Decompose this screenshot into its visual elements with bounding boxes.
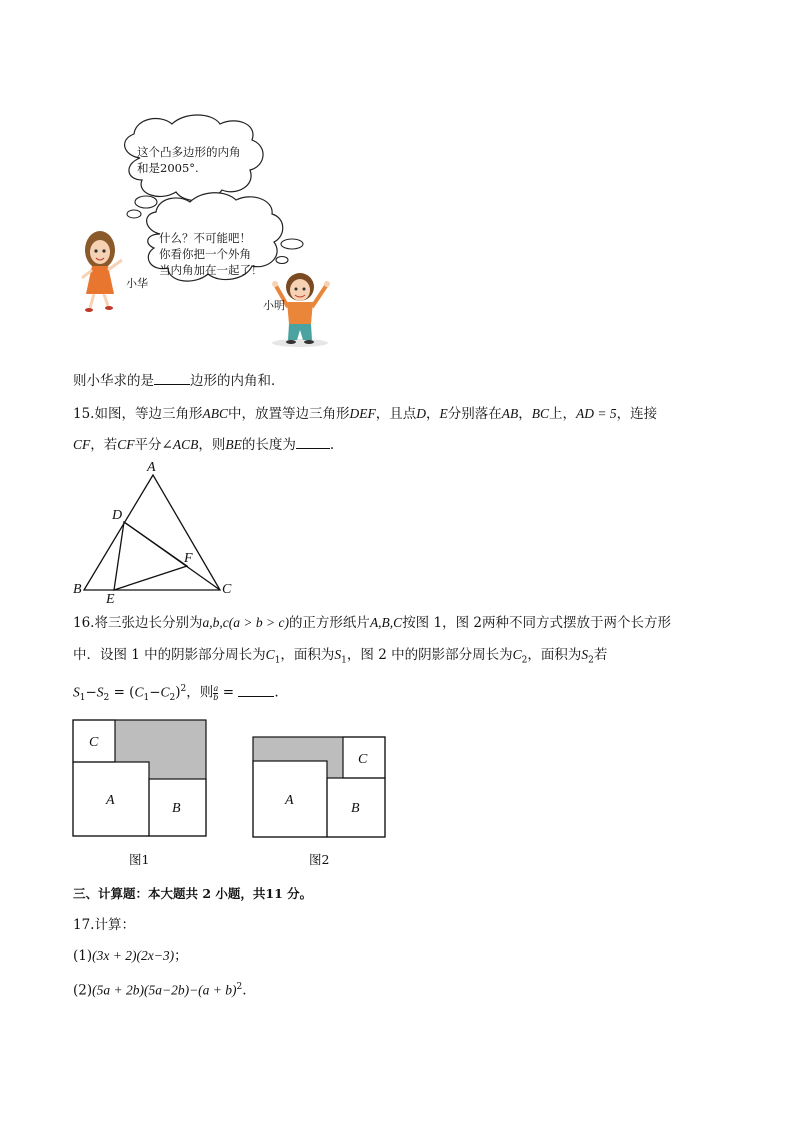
label-F: F [184,551,193,566]
q15-answer-blank[interactable] [296,436,330,449]
bubble-dot [127,210,141,218]
tri-def: DEF [349,406,376,421]
bubble2-line3: 当内角加在一起了！ [159,263,263,277]
girl-figure [82,231,122,312]
fig2-label-B: B [351,801,360,816]
q17-part1: (1)(3x + 2)(2x−3)； [73,948,188,964]
boy-name-label: 小明 [263,299,285,312]
fig2-label-A: A [285,793,294,808]
q15-line1: 15.如图，等边三角形ABC中，放置等边三角形DEF，且点D，E分别落在AB，BC上，AD = 5，连接 [73,406,658,422]
q16-line1: 16.将三张边长分别为a,b,c(a > b > c)的正方形纸片A,B,C按图 1，图 2两种不同方式摆放于两个长方形 [73,615,671,631]
q16-line2: 中．设图 1 中的阴影部分周长为$C_1$，面积为$S_1$，图 2 中的阴影部分周长为$C_2$，面积为$S_2$若 [73,647,608,666]
fig1-label-B: B [172,801,181,816]
label-C: C [222,582,232,597]
shaded-region-fig1 [115,720,206,779]
shaded-region-fig2 [253,737,343,778]
q16-line3: $S_1-S_2 = (C_1-C_2)^2$，则 $\frac{a}{b}$ = . [73,683,279,704]
section-3-heading: 三、计算题：本大题共 2 小题，共11 分。 [73,886,313,901]
triangle-abc [84,475,220,590]
q14-text-after: 边形的内角和． [190,373,285,389]
label-E: E [106,592,115,607]
bubble1-line1: 这个凸多边形的内角 [137,145,241,159]
bubble-dot [276,257,288,264]
fig2-caption: 图2 [309,852,330,867]
q14-answer-line [73,372,285,390]
bubble-dot [281,239,303,249]
label-D: D [112,508,123,523]
fig1-caption: 图1 [129,852,150,867]
fig1-label-A: A [106,793,115,808]
segment-cf [124,522,220,590]
bubble-dot [135,196,157,208]
bubble2-line1: 什么？不可能吧！ [159,231,251,245]
q15-triangle-figure [70,460,240,610]
q15-line2: CF，若CF平分∠ACB，则BE的长度为 . [73,437,335,453]
fig2-label-C: C [358,752,368,767]
q16-answer-blank[interactable] [238,684,274,697]
ad-equation: AD = 5 [576,406,617,421]
label-B: B [73,582,82,597]
label-A: A [147,460,156,475]
triangle-def [114,522,187,590]
bubble2-line2: 你看你把一个外角 [159,247,251,261]
fraction-a-over-b: $\frac{a}{b}$ [213,683,219,702]
girl-name-label: 小华 [126,277,148,290]
fig1-label-C: C [89,735,99,750]
q14-answer-blank[interactable] [154,372,190,385]
q16-figure-2 [252,736,388,839]
tri-abc: ABC [202,406,228,421]
q17-part2: $(2)(5a + 2b)(5a-2b)-(a + b)^2$. [73,982,247,999]
q17-title: 17.计算： [73,917,135,933]
bubble1-line2: 和是2005°. [137,161,199,175]
q14-text-before: 则小华求的是 [73,373,154,389]
